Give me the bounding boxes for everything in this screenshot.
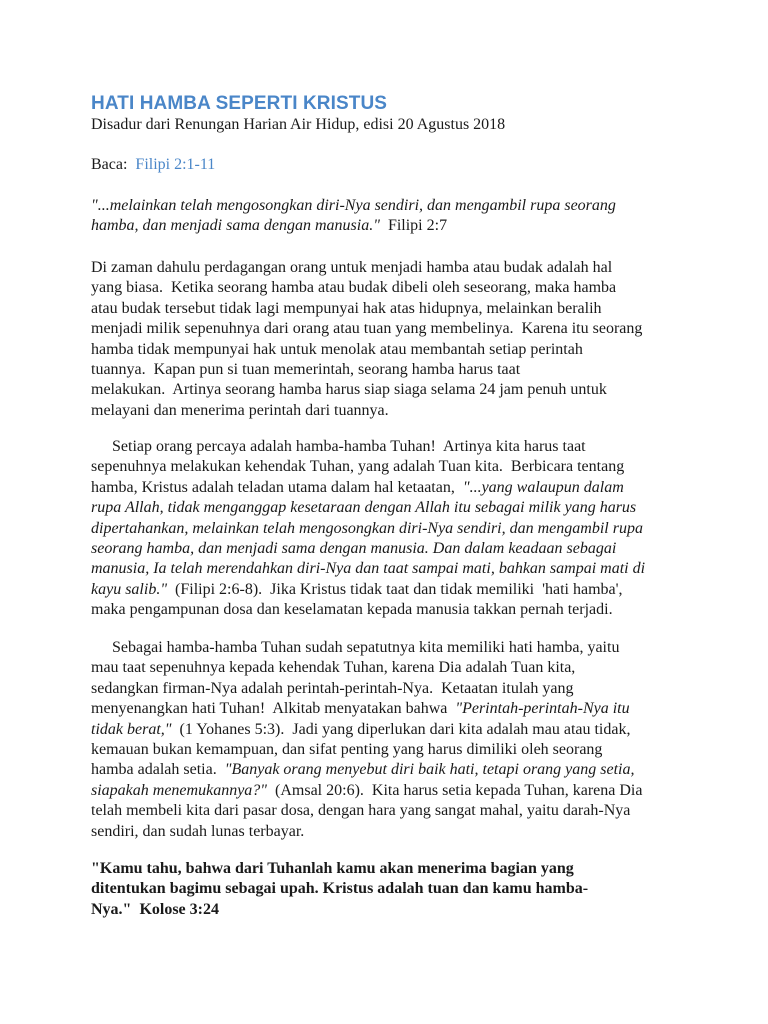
paragraph-1 <box>91 258 691 421</box>
reading-reference <box>91 155 691 175</box>
scripture-quote: "Perintah-perintah-Nya itu <box>455 700 630 718</box>
text-line: mau taat sepenuhnya kepada kehendak Tuhan, karena Dia adalah Tuan kita, <box>91 659 576 677</box>
scripture-quote: "Banyak orang menyebut diri baik hati, tetapi orang yang setia, <box>224 761 635 779</box>
text-line: hamba, Kristus adalah teladan utama dalam hal ketaatan, <box>91 478 463 496</box>
text-line: atau budak tersebut tidak lagi mempunyai hak atas hidupnya, melainkan beralih <box>91 299 602 317</box>
text-line: maka pengampunan dosa dan keselamatan kepada manusia takkan pernah terjadi. <box>91 601 613 619</box>
text-line: Di zaman dahulu perdagangan orang untuk menjadi hamba atau budak adalah hal <box>91 259 613 276</box>
text-line: Sebagai hamba-hamba Tuhan sudah sepatutnya kita memiliki hati hamba, yaitu <box>112 639 620 656</box>
paragraph-2 <box>91 437 691 621</box>
text-line: (Amsal 20:6). Kita harus setia kepada Tuhan, karena Dia <box>267 781 643 799</box>
scripture-quote: dipertahankan, melainkan telah mengosongkan diri-Nya sendiri, dan mengambil rupa <box>91 519 643 537</box>
reading-link[interactable]: Filipi 2:1-11 <box>135 156 216 173</box>
text-line: sedangkan firman-Nya adalah perintah-perintah-Nya. Ketaatan itulah yang <box>91 679 574 697</box>
scripture-quote: tidak berat," <box>91 720 172 738</box>
key-verse-line: "...melainkan telah mengosongkan diri-Nya sendiri, dan mengambil rupa seorang <box>91 197 616 214</box>
closing-verse <box>91 859 691 920</box>
key-verse-line: hamba, dan menjadi sama dengan manusia." <box>91 217 380 235</box>
text-line: Setiap orang percaya adalah hamba-hamba Tuhan! Artinya kita harus taat <box>112 438 586 455</box>
scripture-quote: manusia, Ia telah merendahkan diri-Nya dan taat sampai mati, bahkan sampai mati di <box>91 560 646 578</box>
text-line: ditentukan bagimu sebagai upah. Kristus adalah tuan dan kamu hamba- <box>91 880 589 898</box>
text-line: menjadi milik sepenuhnya dari orang atau tuan yang membelinya. Karena itu seorang <box>91 320 643 338</box>
reading-label: Baca: <box>91 156 128 173</box>
scripture-quote: seorang hamba, dan menjadi sama dengan manusia. Dan dalam keadaan sebagai <box>91 540 617 558</box>
key-verse-ref: Filipi 2:7 <box>387 217 448 235</box>
source-note: Disadur dari Renungan Harian Air Hidup, edisi 20 Agustus 2018 <box>91 116 506 133</box>
scripture-quote: "...yang walaupun dalam <box>462 478 624 496</box>
text-line: (1 Yohanes 5:3). Jadi yang diperlukan dari kita adalah mau atau tidak, <box>171 720 631 738</box>
scripture-quote: kayu salib." <box>91 580 168 598</box>
text-line: sepenuhnya melakukan kehendak Tuhan, yang adalah Tuan kita. Berbicara tentang <box>91 458 625 476</box>
text-line: melakukan. Artinya seorang hamba harus siap siaga selama 24 jam penuh untuk <box>91 381 607 399</box>
scripture-quote: rupa Allah, tidak menganggap kesetaraan dengan Allah itu sebagai milik yang harus <box>91 499 637 517</box>
text-line: hamba adalah setia. <box>91 761 225 779</box>
text-line: hamba tidak mempunyai hak untuk menolak atau membantah setiap perintah <box>91 340 583 358</box>
scripture-quote: siapakah menemukannya?" <box>91 781 268 799</box>
text-line: melayani dan menerima perintah dari tuannya. <box>91 401 389 419</box>
page-title: HATI HAMBA SEPERTI KRISTUS <box>91 93 388 114</box>
text-line: "Kamu tahu, bahwa dari Tuhanlah kamu akan menerima bagian yang <box>91 860 574 877</box>
text-line: kemauan bukan kemampuan, dan sifat penting yang harus dimiliki oleh seorang <box>91 741 603 759</box>
text-line: (Filipi 2:6-8). Jika Kristus tidak taat dan tidak memiliki 'hati hamba', <box>167 580 623 598</box>
key-verse <box>91 196 691 237</box>
paragraph-3 <box>91 638 691 842</box>
text-line: yang biasa. Ketika seorang hamba atau budak dibeli oleh seseorang, maka hamba <box>91 279 617 297</box>
text-line: sendiri, dan sudah lunas terbayar. <box>91 822 305 840</box>
text-line: menyenangkan hati Tuhan! Alkitab menyatakan bahwa <box>91 700 456 718</box>
text-line: telah membeli kita dari pasar dosa, dengan hara yang sangat mahal, yaitu darah-Nya <box>91 802 631 820</box>
text-line: tuannya. Kapan pun si tuan memerintah, seorang hamba harus taat <box>91 361 521 379</box>
text-line: Nya." Kolose 3:24 <box>91 900 219 918</box>
